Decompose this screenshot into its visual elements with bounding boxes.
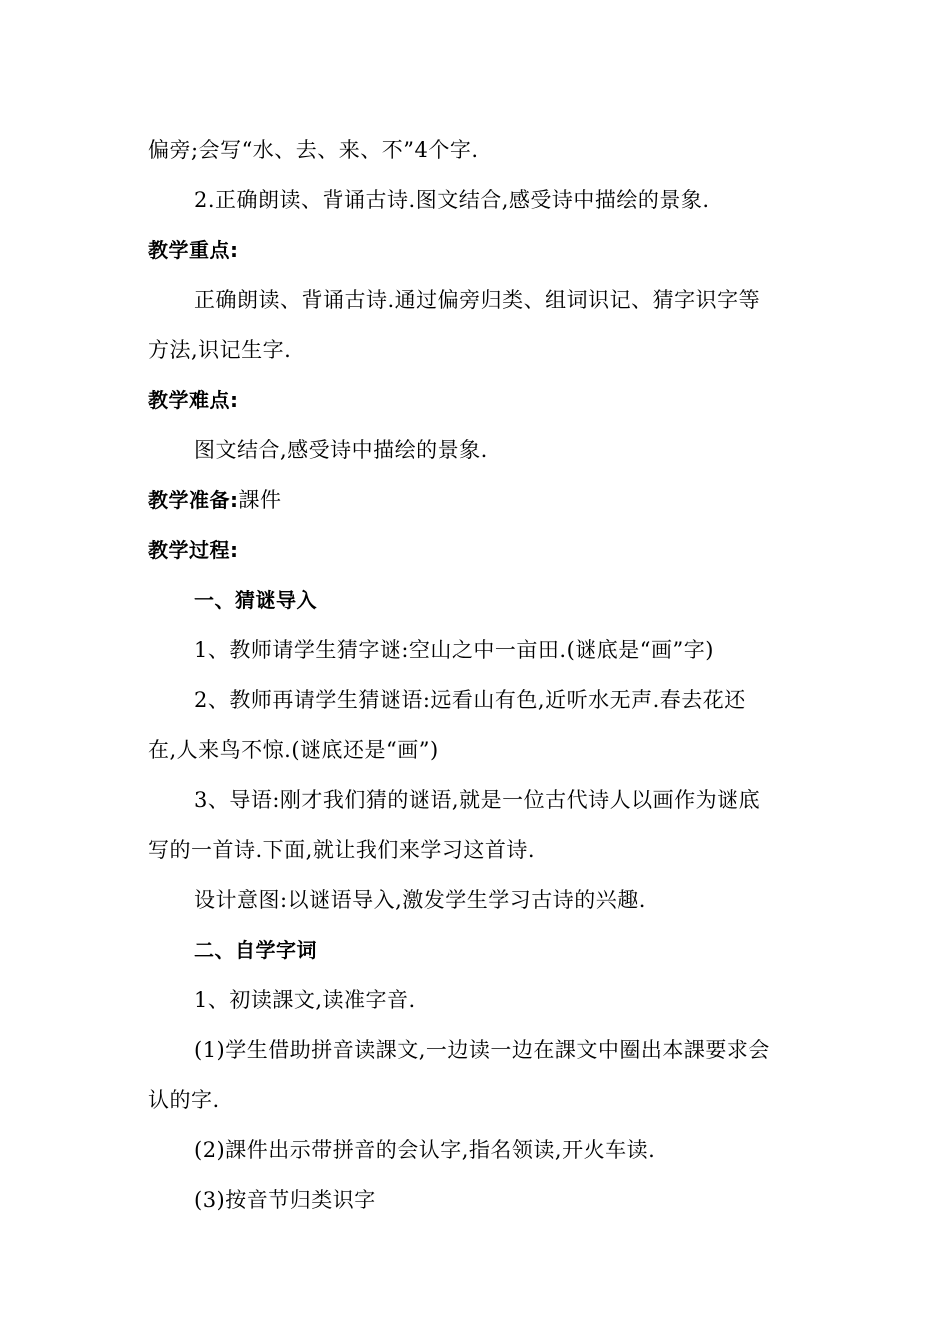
text-line: 1、教师请学生猜字谜:空山之中一亩田.(谜底是“画”字) (194, 638, 714, 662)
text-line: 在,人来鸟不惊.(谜底还是“画”) (148, 738, 439, 762)
objective-item-2: 2.正确朗读、背诵古诗.图文结合,感受诗中描绘的景象. (194, 188, 710, 212)
text-line: 图文结合,感受诗中描绘的景象. (194, 438, 488, 462)
section-heading-1: 一、猜谜导入 (194, 588, 317, 612)
text-line: 方法,识记生字. (148, 338, 292, 362)
preparation-value: 課件 (238, 488, 282, 512)
heading-process: 教学过程: (148, 538, 239, 562)
heading-preparation: 教学准备: (148, 488, 239, 512)
text-line: 正确朗读、背诵古诗.通过偏旁归类、组词识记、猜字识字等 (194, 288, 761, 312)
heading-key-points: 教学重点: (148, 238, 239, 262)
text-line: (1)学生借助拼音读課文,一边读一边在課文中圈出本課要求会 (194, 1038, 770, 1062)
text-line: 1、初读課文,读准字音. (194, 988, 416, 1012)
text-line: 偏旁;会写“水、去、来、不”4个字. (148, 138, 479, 162)
text-line: 2、教师再请学生猜谜语:远看山有色,近听水无声.春去花还 (194, 688, 746, 712)
text-line: 认的字. (148, 1088, 220, 1112)
text-line: 写的一首诗.下面,就让我们来学习这首诗. (148, 838, 536, 862)
text-line: 设计意图:以谜语导入,激发学生学习古诗的兴趣. (194, 888, 646, 912)
section-heading-2: 二、自学字词 (194, 938, 317, 962)
heading-difficulties: 教学难点: (148, 388, 239, 412)
text-line: (2)課件出示带拼音的会认字,指名领读,开火车读. (194, 1138, 656, 1162)
preparation-line (148, 486, 282, 514)
text-line: (3)按音节归类识字 (194, 1188, 376, 1212)
text-line: 3、导语:刚才我们猜的谜语,就是一位古代诗人以画作为谜底 (194, 788, 761, 812)
